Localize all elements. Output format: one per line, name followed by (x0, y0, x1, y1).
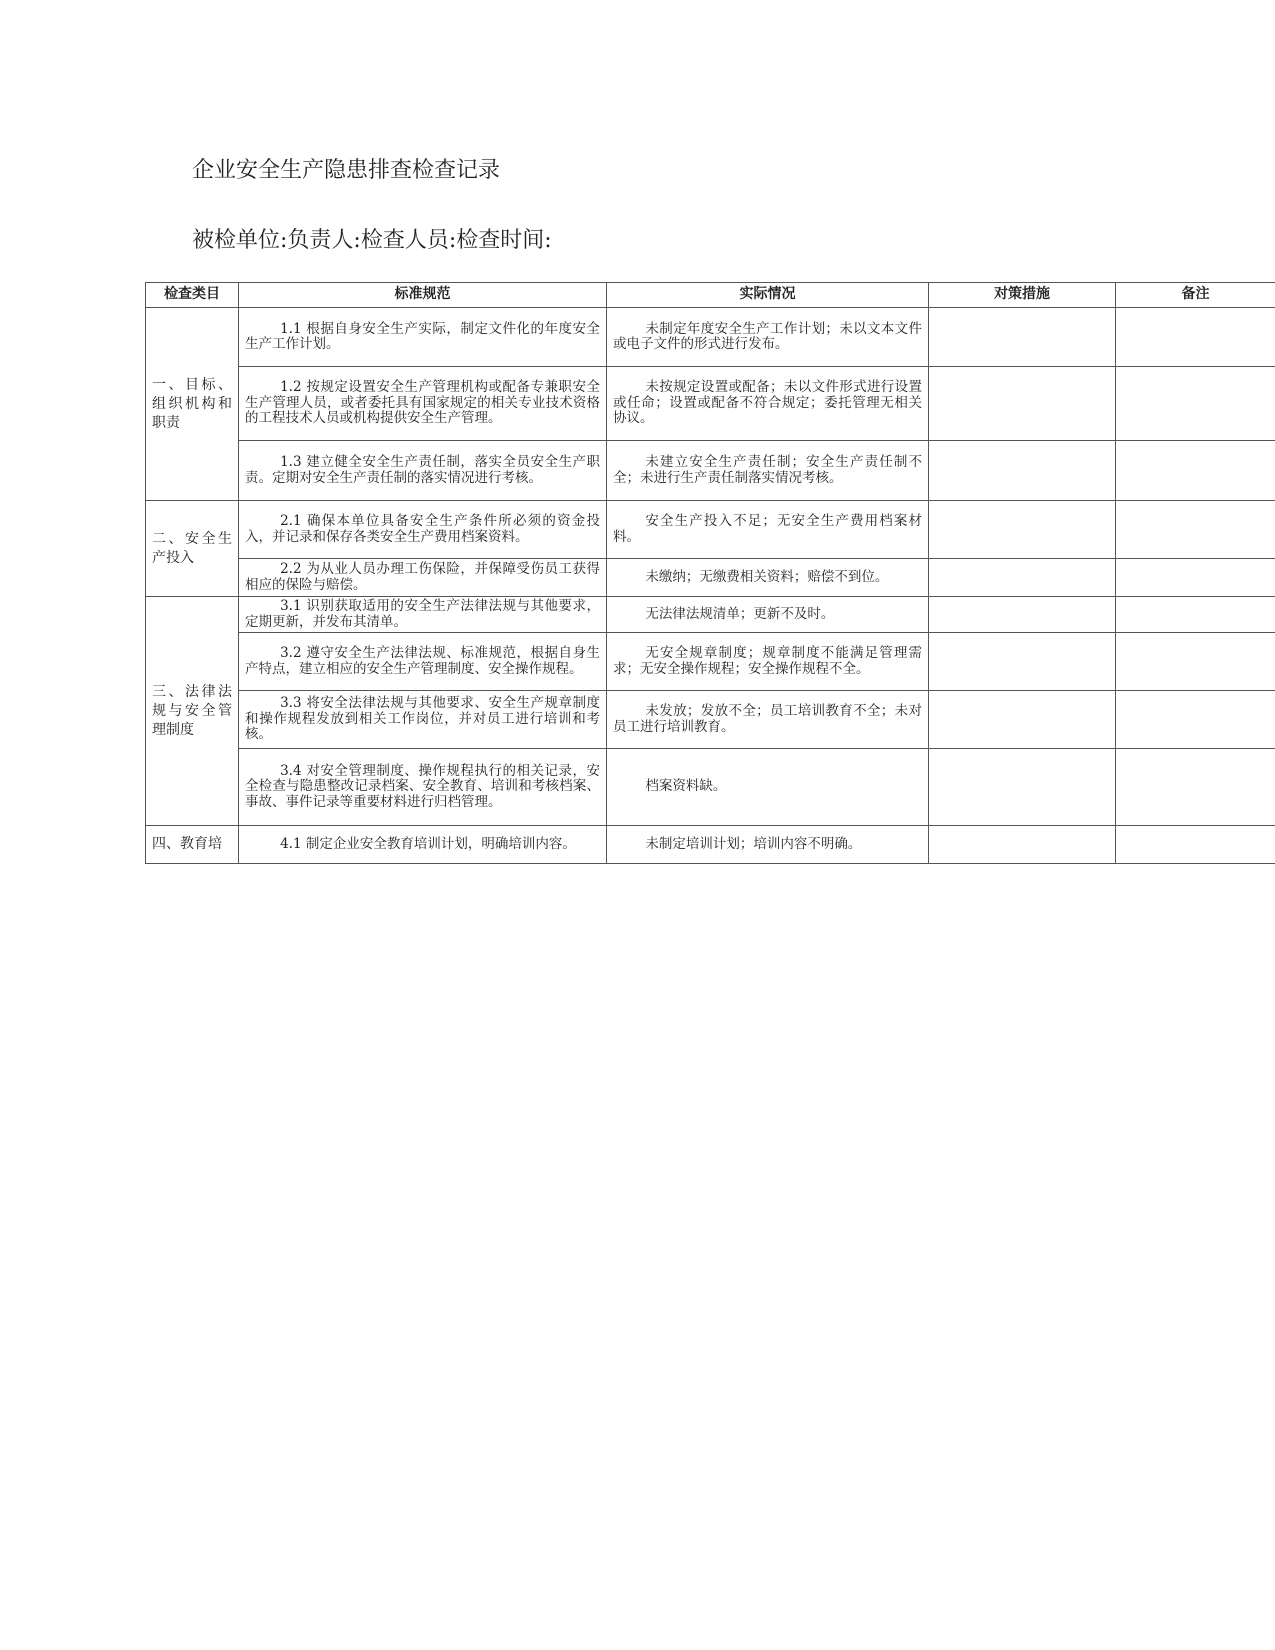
actual-cell: 未制定年度安全生产工作计划；未以文本文件或电子文件的形式进行发布。 (607, 308, 929, 367)
table-row (146, 691, 1275, 749)
header-measures: 对策措施 (929, 283, 1116, 308)
standard-cell: 2.2 为从业人员办理工伤保险，并保障受伤员工获得相应的保险与赔偿。 (239, 559, 607, 597)
remarks-cell[interactable] (1116, 501, 1275, 559)
actual-cell: 未发放；发放不全；员工培训教育不全；未对员工进行培训教育。 (607, 691, 929, 749)
remarks-cell[interactable] (1116, 597, 1275, 633)
standard-cell: 3.1 识别获取适用的安全生产法律法规与其他要求，定期更新，并发布其清单。 (239, 597, 607, 633)
measures-cell[interactable] (929, 559, 1116, 597)
remarks-cell[interactable] (1116, 559, 1275, 597)
remarks-cell[interactable] (1116, 367, 1275, 441)
remarks-cell[interactable] (1116, 308, 1275, 367)
measures-cell[interactable] (929, 441, 1116, 501)
actual-cell: 未制定培训计划；培训内容不明确。 (607, 826, 929, 864)
inspection-table (145, 282, 1275, 864)
remarks-cell[interactable] (1116, 441, 1275, 501)
table-row (146, 749, 1275, 826)
standard-cell: 3.2 遵守安全生产法律法规、标准规范，根据自身生产特点，建立相应的安全生产管理制度、安全操作规程。 (239, 633, 607, 691)
measures-cell[interactable] (929, 749, 1116, 826)
standard-cell: 2.1 确保本单位具备安全生产条件所必须的资金投入，并记录和保存各类安全生产费用档案资料。 (239, 501, 607, 559)
standard-cell: 3.3 将安全法律法规与其他要求、安全生产规章制度和操作规程发放到相关工作岗位，并对员工进行培训和考核。 (239, 691, 607, 749)
actual-cell: 未缴纳；无缴费相关资料；赔偿不到位。 (607, 559, 929, 597)
remarks-cell[interactable] (1116, 691, 1275, 749)
category-cell: 一、目标、组织机构和职责 (146, 308, 239, 501)
header-actual: 实际情况 (607, 283, 929, 308)
measures-cell[interactable] (929, 501, 1116, 559)
standard-cell: 1.2 按规定设置安全生产管理机构或配备专兼职安全生产管理人员，或者委托具有国家规定的相关专业技术资格的工程技术人员或机构提供安全生产管理。 (239, 367, 607, 441)
header-category: 检查类目 (146, 283, 239, 308)
actual-cell: 未按规定设置或配备；未以文件形式进行设置或任命；设置或配备不符合规定；委托管理无相关协议。 (607, 367, 929, 441)
remarks-cell[interactable] (1116, 826, 1275, 864)
standard-cell: 4.1 制定企业安全教育培训计划，明确培训内容。 (239, 826, 607, 864)
category-cell: 三、法律法规与安全管理制度 (146, 597, 239, 826)
actual-cell: 无法律法规清单；更新不及时。 (607, 597, 929, 633)
category-cell: 二、安全生产投入 (146, 501, 239, 597)
measures-cell[interactable] (929, 691, 1116, 749)
inspection-meta-line: 被检单位:负责人:检查人员:检查时间: (192, 228, 552, 253)
actual-cell: 档案资料缺。 (607, 749, 929, 826)
header-standard: 标准规范 (239, 283, 607, 308)
measures-cell[interactable] (929, 633, 1116, 691)
actual-cell: 无安全规章制度；规章制度不能满足管理需求；无安全操作规程；安全操作规程不全。 (607, 633, 929, 691)
document-title: 企业安全生产隐患排查检查记录 (192, 158, 501, 183)
measures-cell[interactable] (929, 308, 1116, 367)
measures-cell[interactable] (929, 597, 1116, 633)
remarks-cell[interactable] (1116, 749, 1275, 826)
actual-cell: 未建立安全生产责任制；安全生产责任制不全；未进行生产责任制落实情况考核。 (607, 441, 929, 501)
table-row (146, 441, 1275, 501)
measures-cell[interactable] (929, 826, 1116, 864)
table-row (146, 308, 1275, 367)
table-row (146, 597, 1275, 633)
table-row (146, 501, 1275, 559)
table-row (146, 367, 1275, 441)
table-row (146, 559, 1275, 597)
standard-cell: 1.3 建立健全安全生产责任制，落实全员安全生产职责。定期对安全生产责任制的落实情况进行考核。 (239, 441, 607, 501)
category-cell: 四、教育培 (146, 826, 239, 864)
standard-cell: 3.4 对安全管理制度、操作规程执行的相关记录，安全检查与隐患整改记录档案、安全教育、培训和考核档案、事故、事件记录等重要材料进行归档管理。 (239, 749, 607, 826)
standard-cell: 1.1 根据自身安全生产实际，制定文件化的年度安全生产工作计划。 (239, 308, 607, 367)
table-header-row (146, 283, 1275, 308)
actual-cell: 安全生产投入不足；无安全生产费用档案材料。 (607, 501, 929, 559)
table-row (146, 826, 1275, 864)
remarks-cell[interactable] (1116, 633, 1275, 691)
measures-cell[interactable] (929, 367, 1116, 441)
table-row (146, 633, 1275, 691)
header-remarks: 备注 (1116, 283, 1275, 308)
